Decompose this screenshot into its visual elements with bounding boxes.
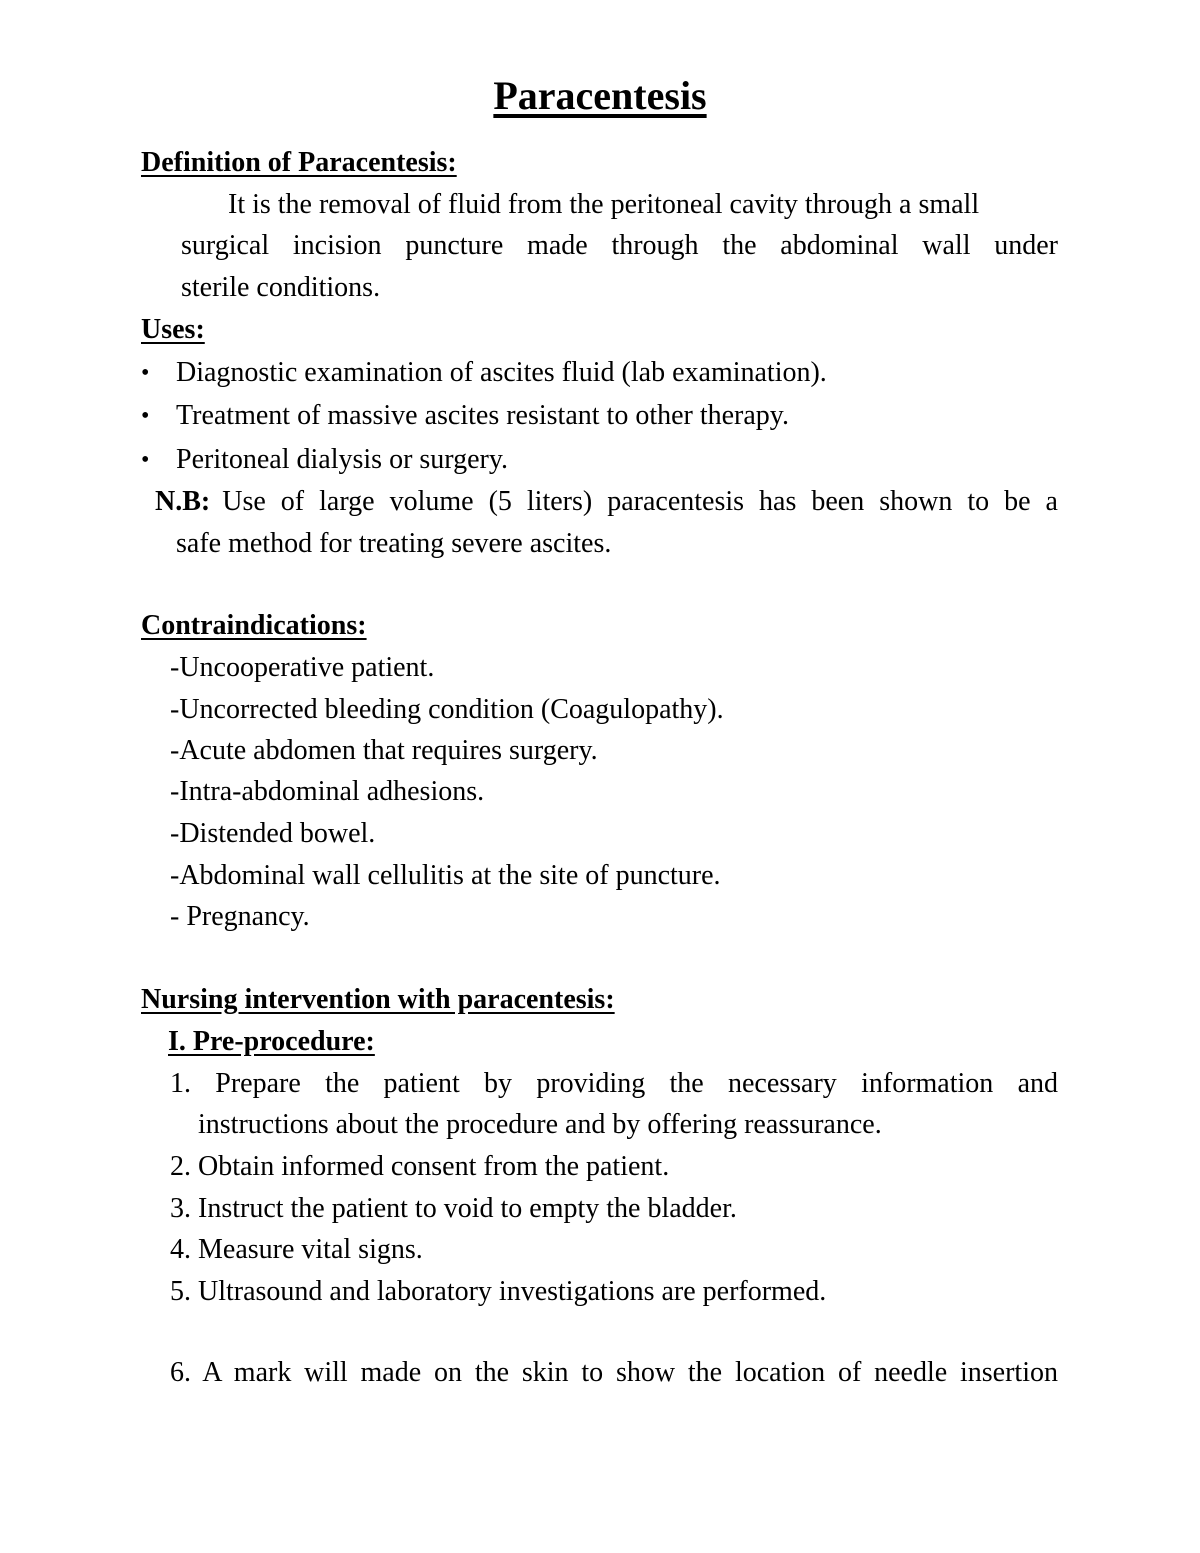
- step-1-line-1: 1. Prepare the patient by providing the necessary information and: [170, 1068, 1058, 1099]
- step-2: 2. Obtain informed consent from the patient.: [170, 1151, 670, 1182]
- bullet-icon: •: [141, 403, 150, 429]
- contraindication-item: - Pregnancy.: [170, 901, 310, 932]
- definition-line-2: surgical incision puncture made through the abdominal wall under: [181, 230, 1058, 261]
- definition-heading: Definition of Paracentesis:: [141, 147, 457, 178]
- contraindication-item: -Uncooperative patient.: [170, 652, 435, 683]
- contraindications-heading: Contraindications:: [141, 610, 367, 641]
- nursing-heading: Nursing intervention with paracentesis:: [141, 984, 615, 1015]
- definition-line-3: sterile conditions.: [181, 272, 381, 303]
- uses-item-3: Peritoneal dialysis or surgery.: [176, 444, 509, 475]
- pre-procedure-heading: I. Pre-procedure:: [168, 1026, 375, 1057]
- uses-item-2: Treatment of massive ascites resistant to other therapy.: [176, 400, 789, 431]
- contraindication-item: -Intra-abdominal adhesions.: [170, 776, 485, 807]
- uses-heading: Uses:: [141, 314, 205, 345]
- step-3: 3. Instruct the patient to void to empty the bladder.: [170, 1193, 737, 1224]
- step-4: 4. Measure vital signs.: [170, 1234, 423, 1265]
- nb-label: N.B:: [155, 486, 211, 517]
- definition-line-1: It is the removal of fluid from the peritoneal cavity through a small: [228, 189, 980, 220]
- page-title: Paracentesis: [493, 73, 707, 118]
- bullet-icon: •: [141, 360, 150, 386]
- nb-line-1: Use of large volume (5 liters) paracentesis has been shown to be a: [222, 486, 1058, 517]
- nb-line-2: safe method for treating severe ascites.: [176, 528, 612, 559]
- contraindication-item: -Distended bowel.: [170, 818, 376, 849]
- contraindication-item: -Abdominal wall cellulitis at the site of puncture.: [170, 860, 721, 891]
- bullet-icon: •: [141, 447, 150, 473]
- step-5: 5. Ultrasound and laboratory investigations are performed.: [170, 1276, 827, 1307]
- uses-item-1: Diagnostic examination of ascites fluid (lab examination).: [176, 357, 827, 388]
- contraindication-item: -Acute abdomen that requires surgery.: [170, 735, 598, 766]
- contraindication-item: -Uncorrected bleeding condition (Coagulopathy).: [170, 694, 724, 725]
- step-1-line-2: instructions about the procedure and by offering reassurance.: [198, 1109, 882, 1140]
- nb-note: [155, 485, 1058, 519]
- step-6: 6. A mark will made on the skin to show the location of needle insertion: [170, 1357, 1058, 1388]
